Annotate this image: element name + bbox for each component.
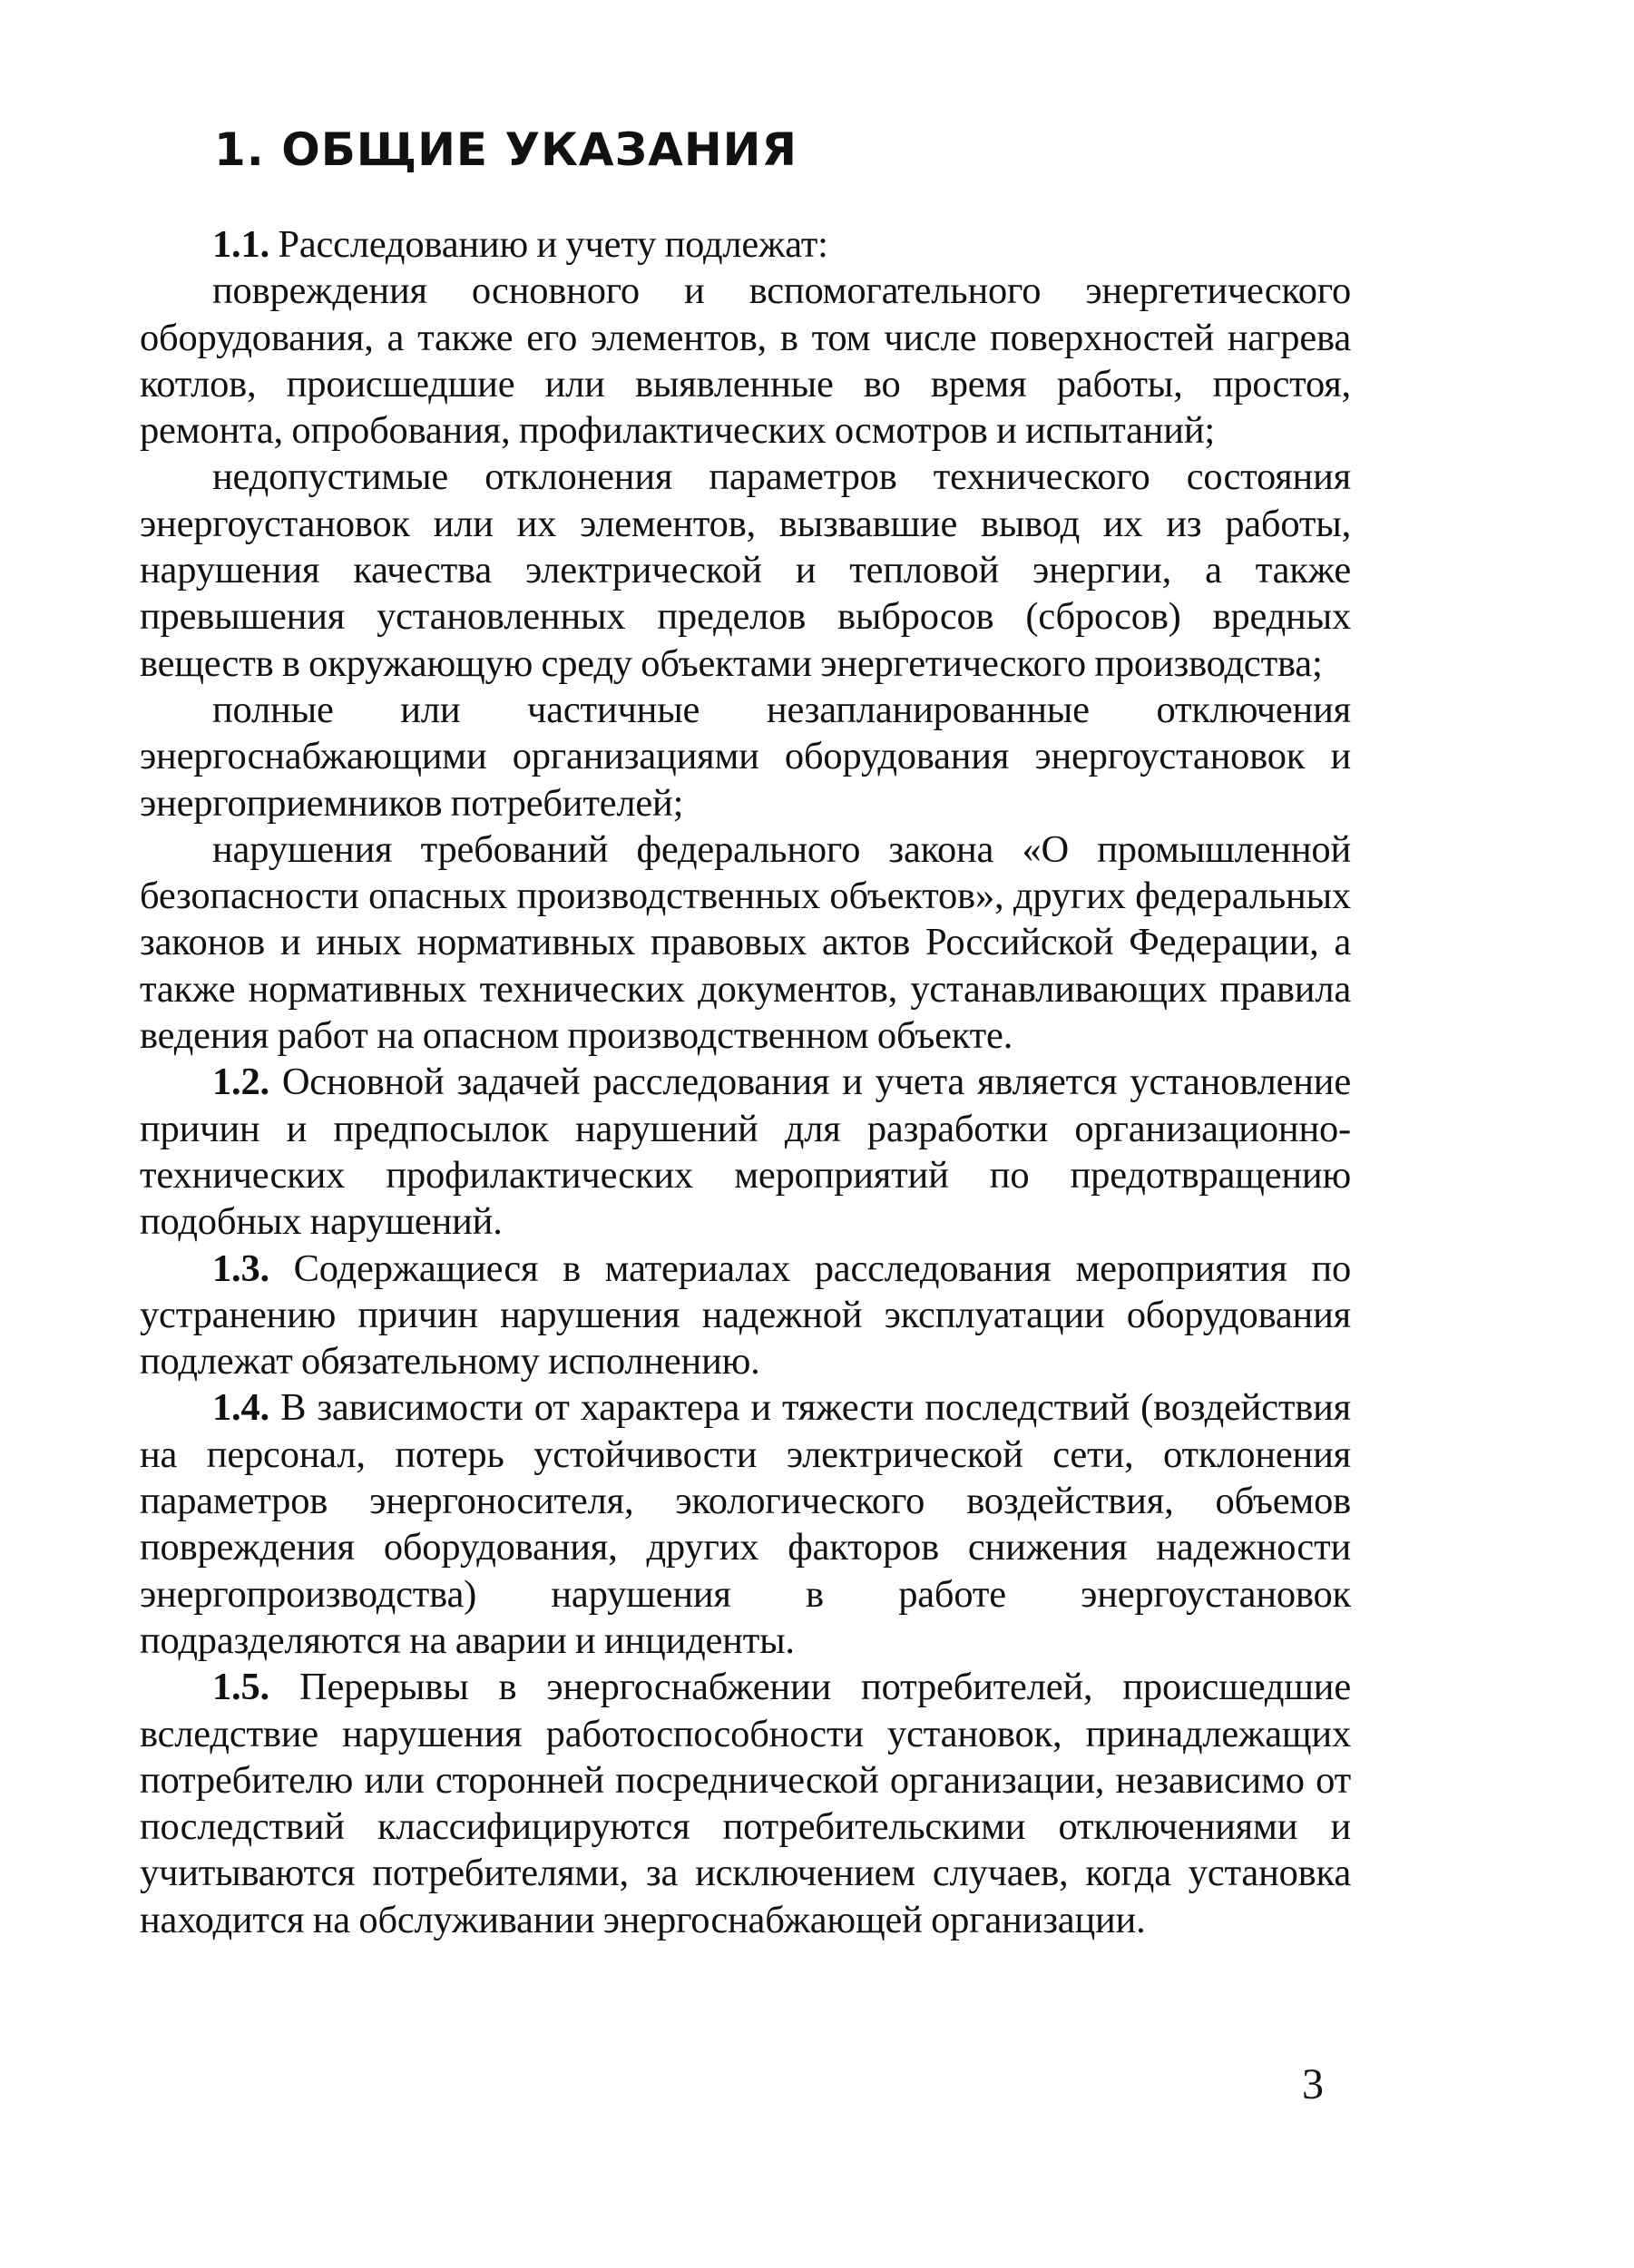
- list-item-outages: [140, 687, 1351, 826]
- section-heading: 1. ОБЩИЕ УКАЗАНИЯ: [214, 123, 798, 176]
- clause-text: Расследованию и учету подлежат:: [269, 223, 828, 266]
- list-item-text: полные или частичные незапланированные отключения энергоснабжающими организациями оборудования энергоустановок и энергоприемников потребителей;: [140, 688, 1351, 825]
- list-item-text: повреждения основного и вспомогательного энергетического оборудования, а также его элементов, в том числе поверхностей нагрева котлов, происшедшие или выявленные во время работы, простоя, ремонта, опробования, профилактических осмотров и испытаний;: [140, 269, 1351, 453]
- clause-number: 1.4.: [212, 1386, 269, 1430]
- clause-number: 1.5.: [212, 1666, 269, 1709]
- list-item-deviations: [140, 454, 1351, 686]
- list-item-text: недопустимые отклонения параметров технического состояния энергоустановок или их элементов, вызвавшие вывод их из работы, нарушения качества электрической и тепловой энергии, а также превышения установленных пределов выбросов (сбросов) вредных веществ в окружающую среду объектами энергетического производства;: [140, 455, 1351, 685]
- list-item-equipment-damage: [140, 268, 1351, 454]
- body-text: [140, 221, 1351, 1943]
- clause-text: В зависимости от характера и тяжести последствий (воздействия на персонал, потерь устойчивости электрической сети, отклонения параметров энергоносителя, экологического воздействия, объемов повреждения оборудования, других факторов снижения надежности энергопроизводства) нарушения в работе энергоустановок подразделяются на аварии и инциденты.: [140, 1386, 1351, 1662]
- paragraph-1-3: [140, 1246, 1351, 1385]
- clause-text: Перерывы в энергоснабжении потребителей, происшедшие вследствие нарушения работоспособности установок, принадлежащих потребителю или сторонней посреднической организации, независимо от последствий классифицируются потребительскими отключениями и учитываются потребителями, за исключением случаев, когда установка находится на обслуживании энергоснабжающей организации.: [140, 1666, 1351, 1941]
- paragraph-1-2: [140, 1059, 1351, 1245]
- list-item-text: нарушения требований федерального закона «О промышленной безопасности опасных производственных объектов», других федеральных законов и иных нормативных правовых актов Российской Федерации, а также нормативных технических документов, устанавливающих правила ведения работ на опасном производственном объекте.: [140, 827, 1351, 1058]
- page-number: 3: [1302, 2060, 1324, 2108]
- clause-number: 1.1.: [212, 223, 269, 266]
- clause-number: 1.2.: [212, 1061, 269, 1104]
- paragraph-1-4: [140, 1384, 1351, 1664]
- clause-number: 1.3.: [212, 1246, 269, 1290]
- list-item-law-violations: [140, 826, 1351, 1059]
- paragraph-1-1: [140, 221, 1351, 268]
- clause-text: Основной задачей расследования и учета является установление причин и предпосылок нарушений для разработки организационно-технических профилактических мероприятий по предотвращению подобных нарушений.: [140, 1061, 1351, 1244]
- clause-text: Содержащиеся в материалах расследования мероприятия по устранению причин нарушения надежной эксплуатации оборудования подлежат обязательному исполнению.: [140, 1246, 1351, 1383]
- paragraph-1-5: [140, 1664, 1351, 1943]
